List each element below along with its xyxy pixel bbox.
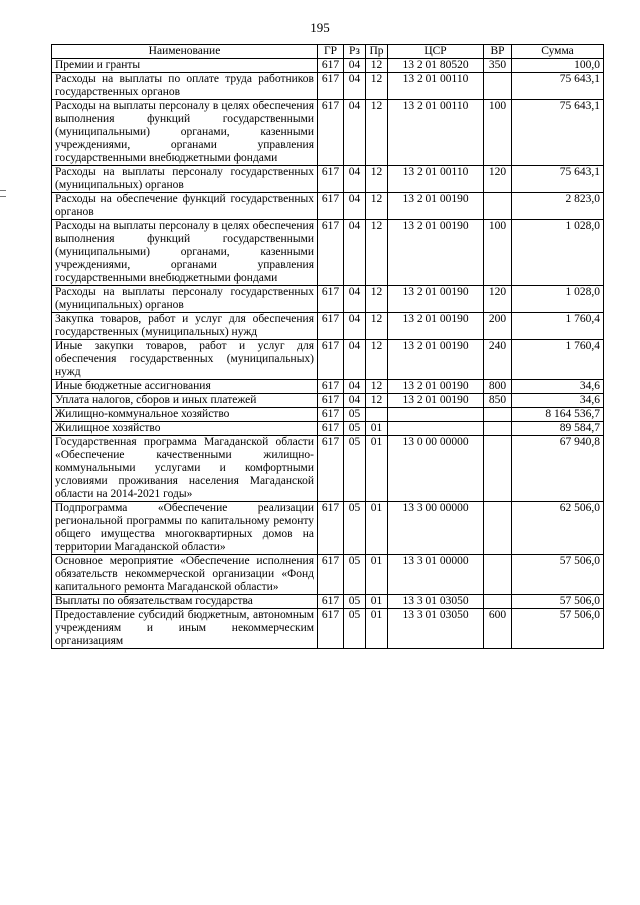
- row-csr-cell: [388, 408, 484, 422]
- row-gr-cell: 617: [318, 220, 344, 286]
- row-csr-cell: 13 2 01 00190: [388, 380, 484, 394]
- row-rz-cell: 05: [344, 436, 366, 502]
- row-name-cell: Иные бюджетные ассигнования: [52, 380, 318, 394]
- row-name-cell: Жилищно-коммунальное хозяйство: [52, 408, 318, 422]
- row-pr-cell: 12: [366, 220, 388, 286]
- row-pr-cell: 12: [366, 380, 388, 394]
- row-name-cell: Премии и гранты: [52, 59, 318, 73]
- row-sum-cell: 34,6: [512, 394, 604, 408]
- row-rz-cell: 04: [344, 166, 366, 193]
- row-vr-cell: [484, 408, 512, 422]
- row-pr-cell: 12: [366, 286, 388, 313]
- row-csr-cell: 13 2 01 00190: [388, 193, 484, 220]
- row-pr-cell: 12: [366, 340, 388, 380]
- row-pr-cell: 01: [366, 422, 388, 436]
- row-rz-cell: 04: [344, 73, 366, 100]
- row-gr-cell: 617: [318, 380, 344, 394]
- row-name-cell: Жилищное хозяйство: [52, 422, 318, 436]
- row-csr-cell: 13 3 01 03050: [388, 595, 484, 609]
- table-row: [52, 166, 604, 193]
- row-rz-cell: 05: [344, 422, 366, 436]
- scan-margin-mark: [0, 190, 6, 191]
- row-csr-cell: 13 2 01 00110: [388, 166, 484, 193]
- row-sum-cell: 57 506,0: [512, 609, 604, 649]
- row-name-cell: Уплата налогов, сборов и иных платежей: [52, 394, 318, 408]
- row-name-cell: Выплаты по обязательствам государства: [52, 595, 318, 609]
- row-rz-cell: 04: [344, 340, 366, 380]
- row-sum-cell: 57 506,0: [512, 555, 604, 595]
- row-pr-cell: 12: [366, 166, 388, 193]
- row-vr-cell: 120: [484, 166, 512, 193]
- table-row: [52, 502, 604, 555]
- row-pr-cell: 01: [366, 595, 388, 609]
- row-csr-cell: 13 3 01 03050: [388, 609, 484, 649]
- table-row: [52, 100, 604, 166]
- row-gr-cell: 617: [318, 609, 344, 649]
- column-header-vr: ВР: [484, 45, 512, 59]
- page-number: 195: [310, 20, 330, 35]
- table-row: [52, 193, 604, 220]
- column-header-name: Наименование: [52, 45, 318, 59]
- row-name-cell: Предоставление субсидий бюджетным, автономным учреждениям и иным некоммерческим организациям: [52, 609, 318, 649]
- row-vr-cell: 240: [484, 340, 512, 380]
- row-name-cell: Расходы на выплаты по оплате труда работников государственных органов: [52, 73, 318, 100]
- row-sum-cell: 89 584,7: [512, 422, 604, 436]
- column-header-rz: Рз: [344, 45, 366, 59]
- row-sum-cell: 2 823,0: [512, 193, 604, 220]
- row-gr-cell: 617: [318, 59, 344, 73]
- row-rz-cell: 04: [344, 286, 366, 313]
- row-csr-cell: 13 2 01 80520: [388, 59, 484, 73]
- row-csr-cell: 13 2 01 00190: [388, 340, 484, 380]
- table-row: [52, 313, 604, 340]
- row-gr-cell: 617: [318, 313, 344, 340]
- row-rz-cell: 04: [344, 220, 366, 286]
- table-row: [52, 408, 604, 422]
- row-rz-cell: 04: [344, 59, 366, 73]
- row-sum-cell: 62 506,0: [512, 502, 604, 555]
- row-gr-cell: 617: [318, 408, 344, 422]
- row-gr-cell: 617: [318, 286, 344, 313]
- row-pr-cell: 01: [366, 502, 388, 555]
- row-rz-cell: 04: [344, 100, 366, 166]
- row-sum-cell: 1 760,4: [512, 340, 604, 380]
- row-pr-cell: 12: [366, 100, 388, 166]
- row-csr-cell: 13 3 00 00000: [388, 502, 484, 555]
- row-rz-cell: 04: [344, 394, 366, 408]
- row-vr-cell: [484, 422, 512, 436]
- row-rz-cell: 04: [344, 380, 366, 394]
- row-rz-cell: 05: [344, 609, 366, 649]
- row-csr-cell: [388, 422, 484, 436]
- row-name-cell: Государственная программа Магаданской области «Обеспечение качественными жилищно-коммунальными услугами и комфортными условиями проживания населения Магаданской области на 2014-2021 годы»: [52, 436, 318, 502]
- row-csr-cell: 13 3 01 00000: [388, 555, 484, 595]
- table-row: [52, 380, 604, 394]
- row-name-cell: Подпрограмма «Обеспечение реализации региональной программы по капитальному ремонту общего имущества многоквартирных домов на территории Магаданской области»: [52, 502, 318, 555]
- table-row: [52, 555, 604, 595]
- row-gr-cell: 617: [318, 422, 344, 436]
- row-gr-cell: 617: [318, 166, 344, 193]
- row-sum-cell: 34,6: [512, 380, 604, 394]
- row-rz-cell: 05: [344, 502, 366, 555]
- row-pr-cell: [366, 408, 388, 422]
- row-vr-cell: 100: [484, 220, 512, 286]
- row-csr-cell: 13 2 01 00190: [388, 313, 484, 340]
- row-name-cell: Иные закупки товаров, работ и услуг для обеспечения государственных (муниципальных) нужд: [52, 340, 318, 380]
- row-rz-cell: 04: [344, 193, 366, 220]
- row-csr-cell: 13 2 01 00110: [388, 73, 484, 100]
- column-header-gr: ГР: [318, 45, 344, 59]
- table-row: [52, 422, 604, 436]
- row-gr-cell: 617: [318, 595, 344, 609]
- row-pr-cell: 12: [366, 313, 388, 340]
- row-gr-cell: 617: [318, 555, 344, 595]
- row-vr-cell: 350: [484, 59, 512, 73]
- row-pr-cell: 01: [366, 555, 388, 595]
- row-gr-cell: 617: [318, 340, 344, 380]
- table-row: [52, 340, 604, 380]
- row-rz-cell: 05: [344, 408, 366, 422]
- table-row: [52, 220, 604, 286]
- row-name-cell: Расходы на выплаты персоналу в целях обеспечения выполнения функций государственными (муниципальными) органами, казенными учреждениями, органами управления государственными внебюджетными фондами: [52, 100, 318, 166]
- row-vr-cell: 800: [484, 380, 512, 394]
- row-pr-cell: 01: [366, 436, 388, 502]
- row-rz-cell: 05: [344, 555, 366, 595]
- row-vr-cell: 120: [484, 286, 512, 313]
- row-name-cell: Расходы на обеспечение функций государственных органов: [52, 193, 318, 220]
- row-rz-cell: 04: [344, 313, 366, 340]
- row-pr-cell: 12: [366, 59, 388, 73]
- row-vr-cell: 850: [484, 394, 512, 408]
- table-row: [52, 73, 604, 100]
- table-header-row: [52, 45, 604, 59]
- row-csr-cell: 13 2 01 00190: [388, 394, 484, 408]
- column-header-sum: Сумма: [512, 45, 604, 59]
- row-csr-cell: 13 0 00 00000: [388, 436, 484, 502]
- budget-table: [51, 44, 604, 649]
- row-name-cell: Расходы на выплаты персоналу государственных (муниципальных) органов: [52, 166, 318, 193]
- row-csr-cell: 13 2 01 00190: [388, 286, 484, 313]
- column-header-csr: ЦСР: [388, 45, 484, 59]
- row-sum-cell: 1 028,0: [512, 220, 604, 286]
- row-vr-cell: [484, 502, 512, 555]
- row-sum-cell: 67 940,8: [512, 436, 604, 502]
- row-name-cell: Основное мероприятие «Обеспечение исполнения обязательств некоммерческой организации «Фонд капитального ремонта Магаданской области»: [52, 555, 318, 595]
- row-sum-cell: 57 506,0: [512, 595, 604, 609]
- row-gr-cell: 617: [318, 394, 344, 408]
- row-vr-cell: [484, 436, 512, 502]
- row-csr-cell: 13 2 01 00190: [388, 220, 484, 286]
- row-vr-cell: 600: [484, 609, 512, 649]
- row-gr-cell: 617: [318, 100, 344, 166]
- row-sum-cell: 1 028,0: [512, 286, 604, 313]
- row-sum-cell: 75 643,1: [512, 73, 604, 100]
- table-row: [52, 436, 604, 502]
- table-row: [52, 394, 604, 408]
- row-gr-cell: 617: [318, 193, 344, 220]
- column-header-pr: Пр: [366, 45, 388, 59]
- table-row: [52, 595, 604, 609]
- table-row: [52, 59, 604, 73]
- table-row: [52, 609, 604, 649]
- row-vr-cell: [484, 73, 512, 100]
- row-csr-cell: 13 2 01 00110: [388, 100, 484, 166]
- scan-margin-mark: [0, 196, 6, 197]
- table-row: [52, 286, 604, 313]
- row-vr-cell: [484, 193, 512, 220]
- row-name-cell: Закупка товаров, работ и услуг для обеспечения государственных (муниципальных) нужд: [52, 313, 318, 340]
- row-sum-cell: 75 643,1: [512, 166, 604, 193]
- row-sum-cell: 75 643,1: [512, 100, 604, 166]
- row-gr-cell: 617: [318, 73, 344, 100]
- row-name-cell: Расходы на выплаты персоналу в целях обеспечения выполнения функций государственными (муниципальными) органами, казенными учреждениями, органами управления государственными внебюджетными фондами: [52, 220, 318, 286]
- row-sum-cell: 1 760,4: [512, 313, 604, 340]
- row-vr-cell: 200: [484, 313, 512, 340]
- row-pr-cell: 12: [366, 73, 388, 100]
- row-pr-cell: 12: [366, 193, 388, 220]
- row-vr-cell: [484, 595, 512, 609]
- row-pr-cell: 01: [366, 609, 388, 649]
- row-sum-cell: 100,0: [512, 59, 604, 73]
- row-pr-cell: 12: [366, 394, 388, 408]
- row-vr-cell: [484, 555, 512, 595]
- row-name-cell: Расходы на выплаты персоналу государственных (муниципальных) органов: [52, 286, 318, 313]
- row-gr-cell: 617: [318, 502, 344, 555]
- row-sum-cell: 8 164 536,7: [512, 408, 604, 422]
- row-rz-cell: 05: [344, 595, 366, 609]
- row-gr-cell: 617: [318, 436, 344, 502]
- row-vr-cell: 100: [484, 100, 512, 166]
